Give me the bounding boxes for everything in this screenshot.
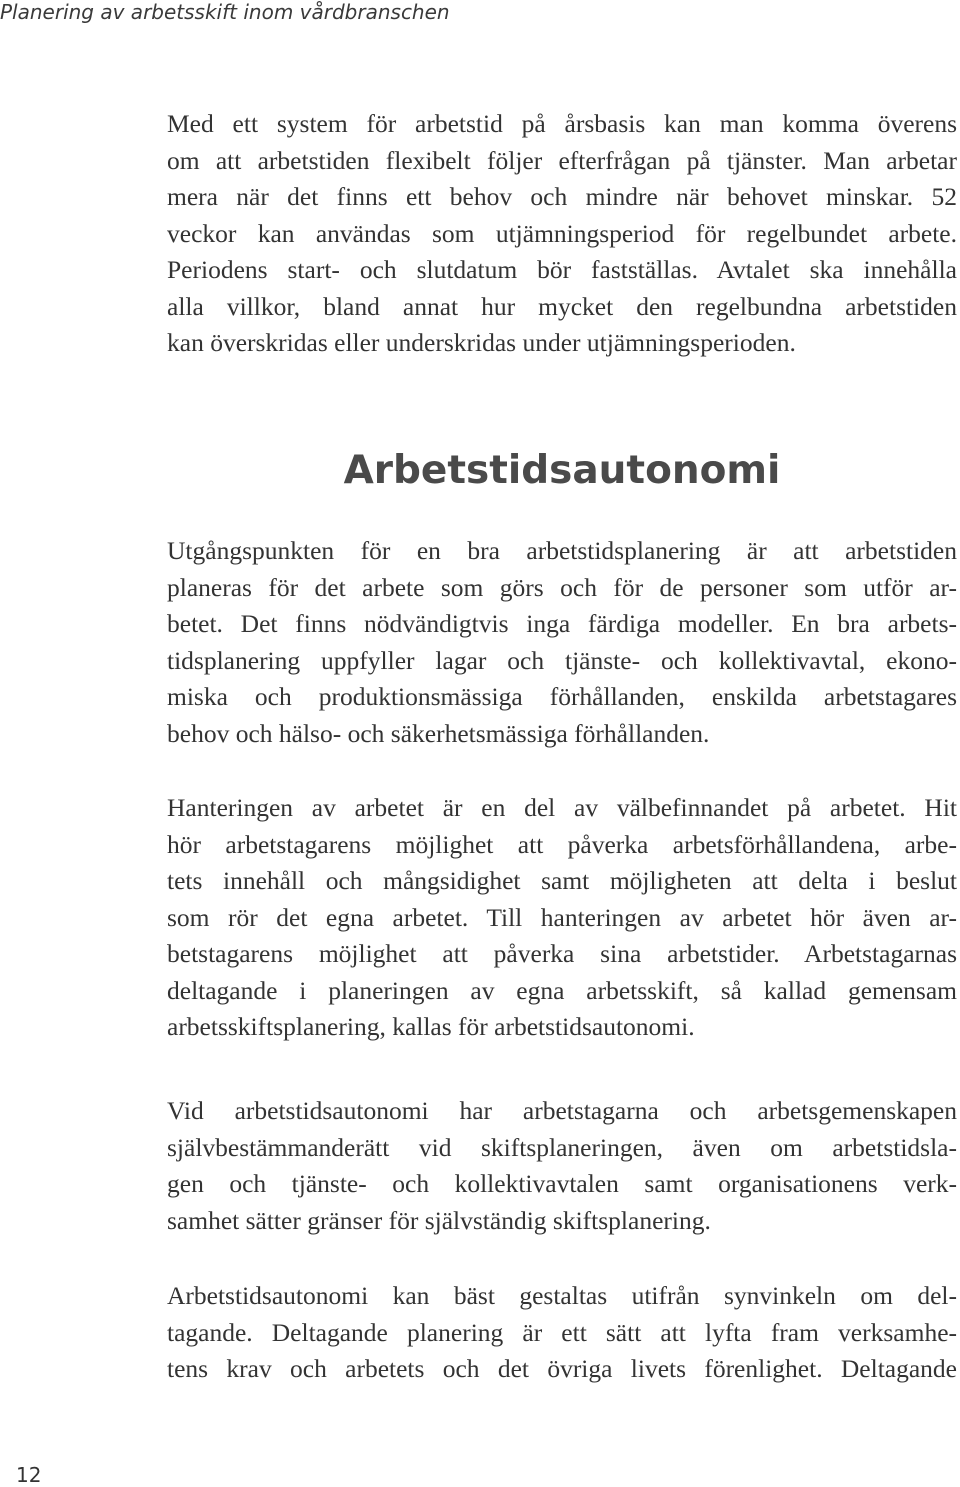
- text-line: veckor kan användas som utjämningsperiod för regelbundet arbete.: [167, 218, 957, 248]
- paragraph-text: [167, 533, 957, 752]
- text-line: självbestämmanderätt vid skiftsplaneringen, även om arbetstidsla-: [167, 1132, 957, 1162]
- text-line: tidsplanering uppfyller lagar och tjänste- och kollektivavtal, ekono-: [167, 645, 957, 675]
- text-line: betet. Det finns nödvändigtvis inga färdiga modeller. En bra arbets-: [167, 609, 957, 638]
- text-line: tagande. Deltagande planering är ett sätt att lyfta fram verksamhe-: [167, 1317, 957, 1347]
- text-line: betstagarens möjlighet att påverka sina arbetstider. Arbetstagarnas: [167, 939, 957, 968]
- text-line: miska och produktionsmässiga förhållanden, enskilda arbetstagares: [167, 682, 957, 711]
- running-header: Planering av arbetsskift inom vårdbranschen: [0, 0, 450, 24]
- text-line: gen och tjänste- och kollektivavtalen samt organisationens verk-: [167, 1169, 957, 1198]
- text-line: alla villkor, bland annat hur mycket den regelbundna arbetstiden: [167, 291, 957, 321]
- text-line: Arbetstidsautonomi kan bäst gestaltas utifrån synvinkeln om del-: [167, 1281, 957, 1310]
- section-heading: Arbetstidsautonomi: [343, 448, 781, 493]
- text-line: om att arbetstiden flexibelt följer efterfrågan på tjänster. Man arbetar: [167, 145, 957, 175]
- paragraph-flexible-working-time: [167, 106, 957, 362]
- paragraph-text: [167, 106, 957, 362]
- text-line: samhet sätter gränser för självständig skiftsplanering.: [167, 1205, 711, 1235]
- text-line: kan överskridas eller underskridas under utjämningsperioden.: [167, 328, 796, 357]
- text-line: deltagande i planeringen av egna arbetsskift, så kallad gemensam: [167, 975, 957, 1005]
- text-line: behov och hälso- och säkerhetsmässiga förhållanden.: [167, 718, 710, 748]
- paragraph-participation: [167, 1278, 957, 1388]
- text-line: Med ett system för arbetstid på årsbasis kan man komma överens: [167, 109, 957, 138]
- text-line: som rör det egna arbetet. Till hanteringen av arbetet hör även ar-: [167, 902, 957, 932]
- text-line: mera när det finns ett behov och mindre när behovet minskar. 52: [167, 182, 957, 211]
- text-line: arbetsskiftsplanering, kallas för arbetstidsautonomi.: [167, 1012, 695, 1041]
- text-line: Periodens start- och slutdatum bör fastställas. Avtalet ska innehålla: [167, 255, 957, 284]
- paragraph-text: [167, 1093, 957, 1239]
- text-line: tens krav och arbetets och det övriga livets förenlighet. Deltagande: [167, 1354, 957, 1383]
- paragraph-work-management: [167, 790, 957, 1046]
- text-line: Utgångspunkten för en bra arbetstidsplanering är att arbetstiden: [167, 536, 957, 565]
- text-line: hör arbetstagarens möjlighet att påverka arbetsförhållandena, arbe-: [167, 829, 957, 859]
- text-line: planeras för det arbete som görs och för de personer som utför ar-: [167, 572, 957, 602]
- paragraph-self-determination: [167, 1093, 957, 1239]
- text-line: Hanteringen av arbetet är en del av välbefinnandet på arbetet. Hit: [167, 793, 957, 822]
- text-line: tets innehåll och mångsidighet samt möjligheten att delta i beslut: [167, 866, 957, 895]
- paragraph-starting-point: [167, 533, 957, 752]
- paragraph-text: [167, 1278, 957, 1388]
- page-number: 12: [16, 1463, 42, 1487]
- text-line: Vid arbetstidsautonomi har arbetstagarna och arbetsgemenskapen: [167, 1096, 957, 1125]
- paragraph-text: [167, 790, 957, 1046]
